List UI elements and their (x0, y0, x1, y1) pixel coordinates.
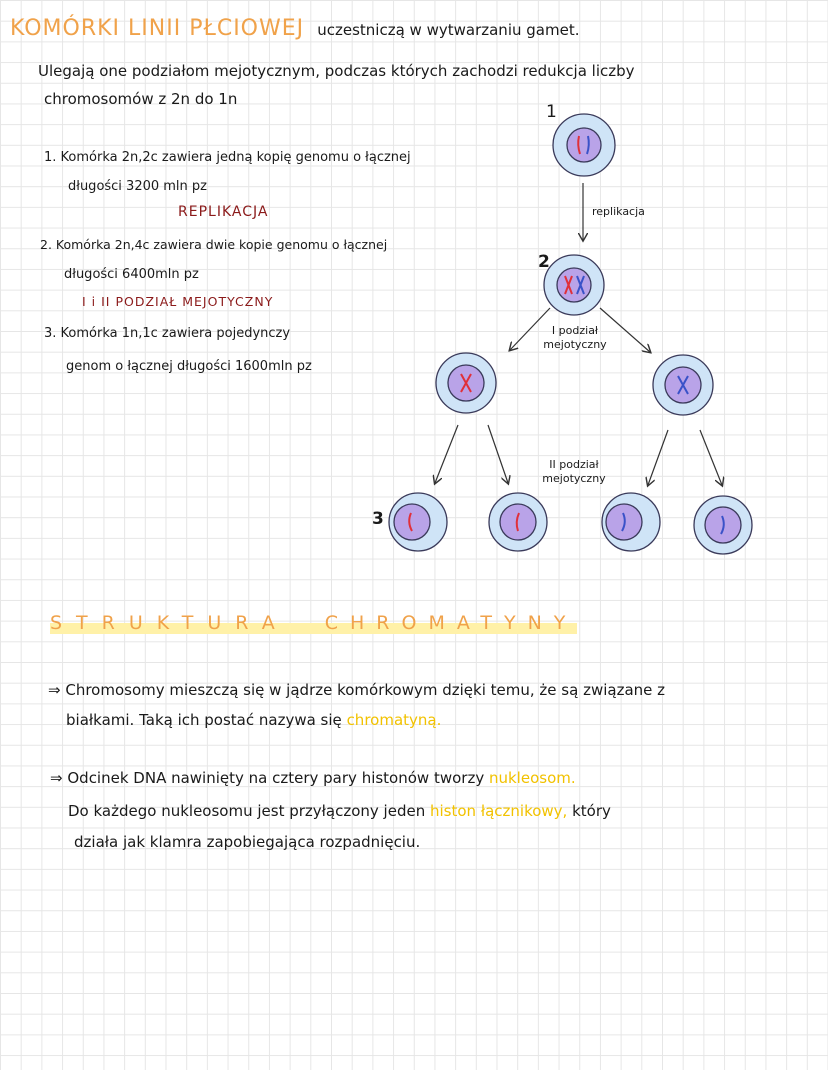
second-division-line-2: mejotyczny (542, 472, 606, 485)
cell-middle-left (436, 353, 496, 413)
first-division-label (540, 324, 610, 352)
cell-2 (544, 255, 604, 315)
paragraph-2-text-2b: który (572, 802, 611, 820)
section-title-word-1: STRUKTURA (50, 612, 289, 634)
cell-3b (489, 493, 547, 551)
page-title: KOMÓRKI LINII PŁCIOWEJ (10, 16, 305, 41)
cell-1 (553, 114, 615, 176)
histon-lacznikowy-highlight: histon łącznikowy, (430, 802, 568, 820)
paragraph-2-line-2 (68, 797, 611, 826)
paragraph-2-line-3: działa jak klamra zapobiegająca rozpadnięciu. (74, 833, 421, 851)
arrow-to-cell-3b (488, 425, 508, 483)
chromatyna-highlight: chromatyną. (346, 711, 442, 729)
replication-label: replikacja (592, 205, 645, 218)
cell-middle-right (653, 355, 713, 415)
step-2-line-1: 2. Komórka 2n,4c zawiera dwie kopie genomu o łącznej (40, 237, 388, 252)
step-2-line-2: długości 6400mln pz (64, 267, 199, 282)
podzial-label: I i II PODZIAŁ MEJOTYCZNY (82, 294, 274, 309)
section-title (50, 612, 577, 634)
paragraph-2-line-1 (50, 764, 576, 793)
paragraph-2-text-2: Do każdego nukleosomu jest przyłączony jeden (68, 802, 426, 820)
nukleosom-highlight: nukleosom. (488, 769, 576, 787)
intro-line-3: chromosomów z 2n do 1n (44, 90, 238, 108)
second-division-label (536, 458, 612, 486)
paragraph-1-line-2 (66, 706, 441, 735)
arrow-to-cell-3d (700, 430, 722, 485)
first-division-line-2: mejotyczny (543, 338, 607, 351)
diagram-number-3: 3 (372, 509, 384, 529)
arrow-icon: ⇒ (50, 769, 63, 787)
paragraph-1-text-1: Chromosomy mieszczą się w jądrze komórkowym dzięki temu, że są związane z (65, 681, 666, 699)
intro-line-2: Ulegają one podziałom mejotycznym, podczas których zachodzi redukcja liczby (38, 62, 635, 80)
step-1-line-2: długości 3200 mln pz (68, 179, 207, 194)
step-1-line-1: 1. Komórka 2n,2c zawiera jedną kopię genomu o łącznej (44, 150, 411, 165)
first-division-line-1: I podział (551, 324, 599, 337)
title-continuation: uczestniczą w wytwarzaniu gamet. (317, 21, 580, 39)
second-division-line-1: II podział (549, 458, 599, 471)
paragraph-1-line-1 (48, 676, 665, 705)
cell-3d (694, 496, 752, 554)
diagram-number-1: 1 (546, 102, 557, 122)
paragraph-1-text-2: białkami. Taką ich postać nazywa się (66, 711, 342, 729)
step-3-line-2: genom o łącznej długości 1600mln pz (66, 359, 312, 374)
arrow-icon: ⇒ (48, 681, 61, 699)
diagram-number-2: 2 (538, 252, 550, 272)
arrow-to-cell-3a (435, 425, 458, 483)
step-3-line-1: 3. Komórka 1n,1c zawiera pojedynczy (44, 326, 291, 341)
section-title-word-2: CHROMATYNY (324, 612, 578, 634)
paragraph-2-text-1: Odcinek DNA nawinięty na cztery pary histonów tworzy (67, 769, 485, 787)
replikacja-label: REPLIKACJA (178, 204, 269, 220)
arrow-to-cell-3c (648, 430, 668, 485)
cell-3c (602, 493, 660, 551)
cell-3a (389, 493, 447, 551)
